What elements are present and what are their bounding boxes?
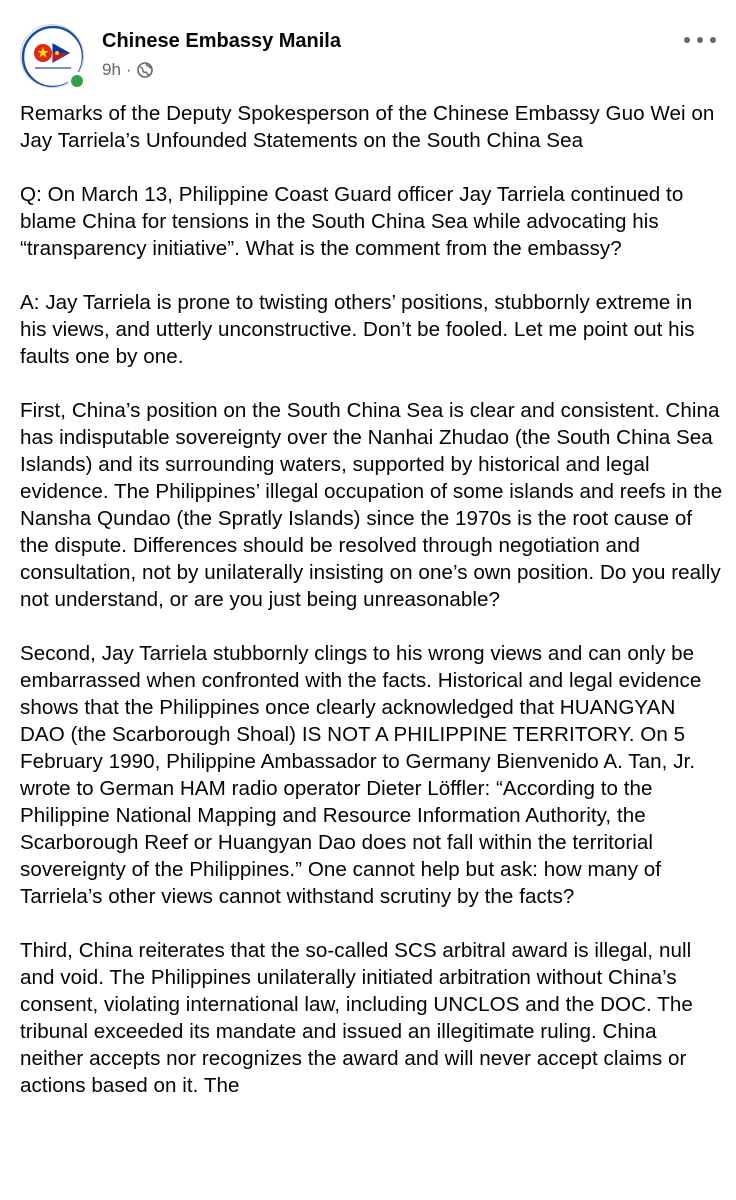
post-timestamp[interactable]: 9h [102,60,121,79]
more-options-button[interactable] [684,30,716,50]
globe-icon[interactable] [137,62,153,78]
online-status-indicator [68,72,86,90]
post-text [20,100,724,1126]
post-paragraph: A: Jay Tarriela is prone to twisting others’ positions, stubbornly extreme in his views, and utterly unconstructive. Don’t be fooled. Let me point out his faults one by one. [20,291,695,368]
more-dot-icon [684,37,690,43]
post-paragraph: Third, China reiterates that the so-called SCS arbitral award is illegal, null and void. The Philippines unilaterally initiated arbitration without China’s consent, violating international law, including UNCLOS and the DOC. The tribunal exceeded its mandate and issued an illegitimate ruling. China neither accepts nor recognizes the award and will never accept claims or actions based on it. The [20,939,693,1097]
post-paragraph: Q: On March 13, Philippine Coast Guard officer Jay Tarriela continued to blame China for tensions in the South China Sea while advocating his “transparency initiative”. What is the comment from the embassy? [20,183,684,260]
post-header [0,0,736,96]
post-paragraph: First, China’s position on the South China Sea is clear and consistent. China has indisputable sovereignty over the Nanhai Zhudao (the South China Sea Islands) and its surrounding waters, supported by historical and legal evidence. The Philippines’ illegal occupation of some islands and reefs in the Nansha Qundao (the Spratly Islands) since the 1970s is the root cause of the dispute. Differences should be resolved through negotiation and consultation, not by unilaterally insisting on one’s own position. Do you really not understand, or are you just being unreasonable? [20,399,723,611]
post-meta [102,60,153,80]
post-paragraph: Second, Jay Tarriela stubbornly clings to his wrong views and can only be embarrassed when confronted with the facts. Historical and legal evidence shows that the Philippines once clearly acknowledged that HUANGYAN DAO (the Scarborough Shoal) IS NOT A PHILIPPINE TERRITORY. On 5 February 1990, Philippine Ambassador to Germany Bienvenido A. Tan, Jr. wrote to German HAM radio operator Dieter Löffler: “According to the Philippine National Mapping and Resource Information Authority, the Scarborough Reef or Huangyan Dao does not fall within the territorial sovereignty of the Philippines.” One cannot help but ask: how many of Tarriela’s other views cannot withstand scrutiny by the facts? [20,642,702,908]
meta-separator: · [125,60,132,79]
page-name[interactable]: Chinese Embassy Manila [102,30,341,52]
more-dot-icon [697,37,703,43]
more-dot-icon [710,37,716,43]
post-title: Remarks of the Deputy Spokesperson of the Chinese Embassy Guo Wei on Jay Tarriela’s Unfounded Statements on the South China Sea [20,102,715,152]
